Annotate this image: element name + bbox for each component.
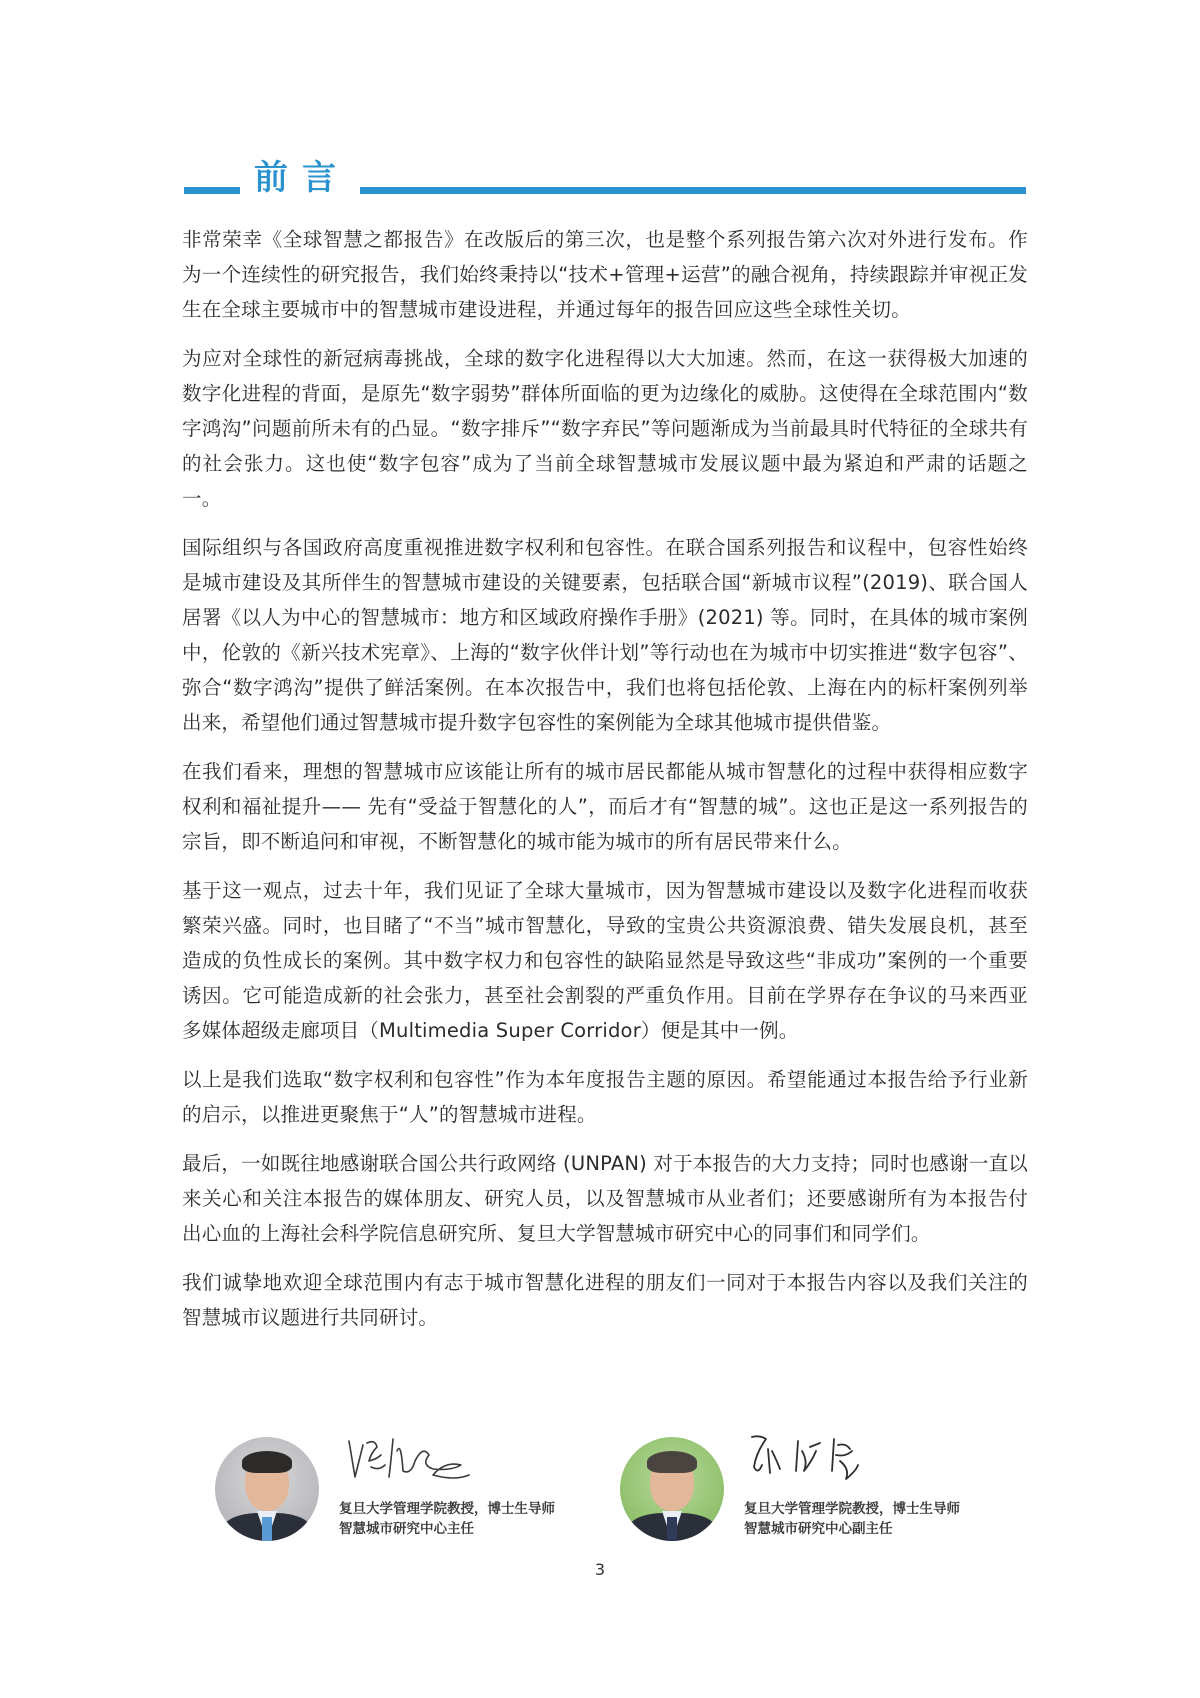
paragraph-6: 以上是我们选取“数字权利和包容性”作为本年度报告主题的原因。希望能通过本报告给予行业新的启示，以推进更聚焦于“人”的智慧城市进程。 [182,1068,1028,1126]
paragraph-7: 最后，一如既往地感谢联合国公共行政网络 (UNPAN) 对于本报告的大力支持；同时也感谢一直以来关心和关注本报告的媒体朋友、研究人员，以及智慧城市从业者们；还要感谢所有为本报告付出心血的上海社会科学院信息研究所、复旦大学智慧城市研究中心的同事们和同学们。 [182,1152,1028,1245]
paragraph-4: 在我们看来，理想的智慧城市应该能让所有的城市居民都能从城市智慧化的过程中获得相应数字权利和福祉提升—— 先有“受益于智慧化的人”，而后才有“智慧的城”。这也正是这一系列报告的宗旨，即不断追问和审视，不断智慧化的城市能为城市的所有居民带来什么。 [182,760,1028,853]
signers-block [215,1425,1035,1555]
page-title: 前言 [254,158,350,198]
signature-icon [746,1431,896,1487]
signer-role-line2: 智慧城市研究中心主任 [339,1521,474,1537]
heading-bar-right [360,187,1026,194]
signature-icon [341,1431,491,1487]
signer-role [339,1499,555,1539]
paragraph-3: 国际组织与各国政府高度重视推进数字权利和包容性。在联合国系列报告和议程中，包容性始终是城市建设及其所伴生的智慧城市建设的关键要素，包括联合国“新城市议程”(2019)、联合国人居署《以人为中心的智慧城市：地方和区域政府操作手册》(2021) 等。同时，在具体的城市案例中，伦敦的《新兴技术宪章》、上海的“数字伙伴计划”等行动也在为城市中切实推进“数字包容”、弥合“数字鸿沟”提供了鲜活案例。在本次报告中，我们也将包括伦敦、上海在内的标杆案例列举出来，希望他们通过智慧城市提升数字包容性的案例能为全球其他城市提供借鉴。 [182,536,1028,734]
heading-bar-left [184,187,240,194]
paragraph-5: 基于这一观点，过去十年，我们见证了全球大量城市，因为智慧城市建设以及数字化进程而收获繁荣兴盛。同时，也目睹了“不当”城市智慧化，导致的宝贵公共资源浪费、错失发展良机，甚至造成的负性成长的案例。其中数字权力和包容性的缺陷显然是导致这些“非成功”案例的一个重要诱因。它可能造成新的社会张力，甚至社会割裂的严重负作用。目前在学界存在争议的马来西亚多媒体超级走廊项目（Multimedia Super Corridor）便是其中一例。 [182,879,1028,1042]
signer-role-line1: 复旦大学管理学院教授，博士生导师 [744,1501,960,1517]
signer-role [744,1499,960,1539]
paragraph-2: 为应对全球性的新冠病毒挑战，全球的数字化进程得以大大加速。然而，在这一获得极大加速的数字化进程的背面，是原先“数字弱势”群体所面临的更为边缘化的威胁。这使得在全球范围内“数字鸿沟”问题前所未有的凸显。“数字排斥”“数字弃民”等问题渐成为当前最具时代特征的全球共有的社会张力。这也使“数字包容”成为了当前全球智慧城市发展议题中最为紧迫和严肃的话题之一。 [182,347,1028,510]
section-heading [184,160,1026,200]
preface-body [182,222,1028,1349]
signer-role-line2: 智慧城市研究中心副主任 [744,1521,893,1537]
paragraph-1: 非常荣幸《全球智慧之都报告》在改版后的第三次，也是整个系列报告第六次对外进行发布。作为一个连续性的研究报告，我们始终秉持以“技术+管理+运营”的融合视角，持续跟踪并审视正发生在全球主要城市中的智慧城市建设进程，并通过每年的报告回应这些全球性关切。 [182,228,1028,321]
page-number: 3 [594,1560,606,1579]
avatar [215,1437,319,1541]
avatar [620,1437,724,1541]
signer-2 [620,1425,1035,1555]
signer-1 [215,1425,605,1555]
paragraph-8: 我们诚挚地欢迎全球范围内有志于城市智慧化进程的朋友们一同对于本报告内容以及我们关注的智慧城市议题进行共同研讨。 [182,1271,1028,1329]
signer-role-line1: 复旦大学管理学院教授，博士生导师 [339,1501,555,1517]
